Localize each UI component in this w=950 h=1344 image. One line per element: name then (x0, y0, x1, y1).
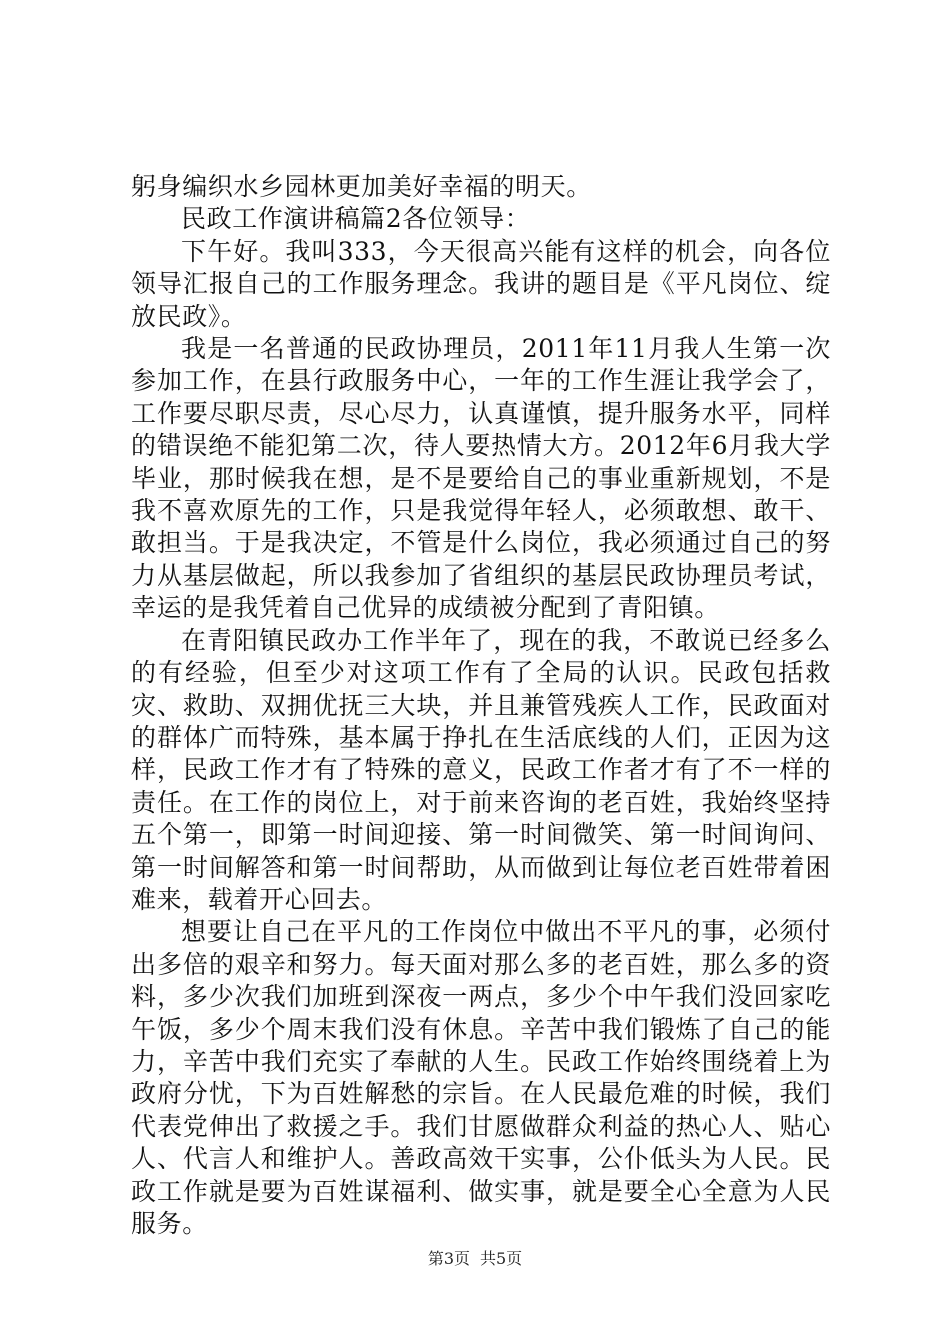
paragraph-3: 下午好。我叫333，今天很高兴能有这样的机会，向各位领导汇报自己的工作服务理念。我讲的题目是《平凡岗位、绽放民政》。 (131, 236, 831, 331)
paragraph-6: 想要让自己在平凡的工作岗位中做出不平凡的事，必须付出多倍的艰辛和努力。每天面对那么多的老百姓，那么多的资料，多少次我们加班到深夜一两点，多少个中午我们没回家吃午饭，多少个周末我们没有休息。辛苦中我们锻炼了自己的能力，辛苦中我们充实了奉献的人生。民政工作始终围绕着上为政府分忧，下为百姓解愁的宗旨。在人民最危难的时候，我们代表党伸出了救援之手。我们甘愿做群众利益的热心人、贴心人、代言人和维护人。善政高效干实事，公仆低头为人民。民政工作就是要为百姓谋福利、做实事，就是要全心全意为人民服务。 (131, 917, 831, 1238)
page-number: 第3页 (427, 1249, 470, 1268)
paragraph-4: 我是一名普通的民政协理员，2011年11月我人生第一次参加工作，在县行政服务中心，一年的工作生涯让我学会了，工作要尽职尽责，尽心尽力，认真谨慎，提升服务水平，同样的错误绝不能犯第二次，待人要热情大方。2012年6月我大学毕业，那时候我在想，是不是要给自己的事业重新规划，不是我不喜欢原先的工作，只是我觉得年轻人，必须敢想、敢干、敢担当。于是我决定，不管是什么岗位，我必须通过自己的努力从基层做起，所以我参加了省组织的基层民政协理员考试，幸运的是我凭着自己优异的成绩被分配到了青阳镇。 (131, 334, 831, 623)
paragraph-1: 躬身编织水乡园林更加美好幸福的明天。 (131, 172, 592, 201)
body-text (131, 171, 831, 1240)
page-total: 共5页 (480, 1249, 523, 1268)
paragraph-5: 在青阳镇民政办工作半年了，现在的我，不敢说已经多么的有经验，但至少对这项工作有了全局的认识。民政包括救灾、救助、双拥优抚三大块，并且兼管残疾人工作，民政面对的群体广而特殊，基本属于挣扎在生活底线的人们，正因为这样，民政工作才有了特殊的意义，民政工作者才有了不一样的责任。在工作的岗位上，对于前来咨询的老百姓，我始终坚持五个第一，即第一时间迎接、第一时间微笑、第一时间询问、第一时间解答和第一时间帮助，从而做到让每位老百姓带着困难来，载着开心回去。 (131, 625, 831, 914)
paragraph-2: 民政工作演讲稿篇2各位领导： (181, 204, 531, 234)
page-footer (0, 1246, 950, 1269)
